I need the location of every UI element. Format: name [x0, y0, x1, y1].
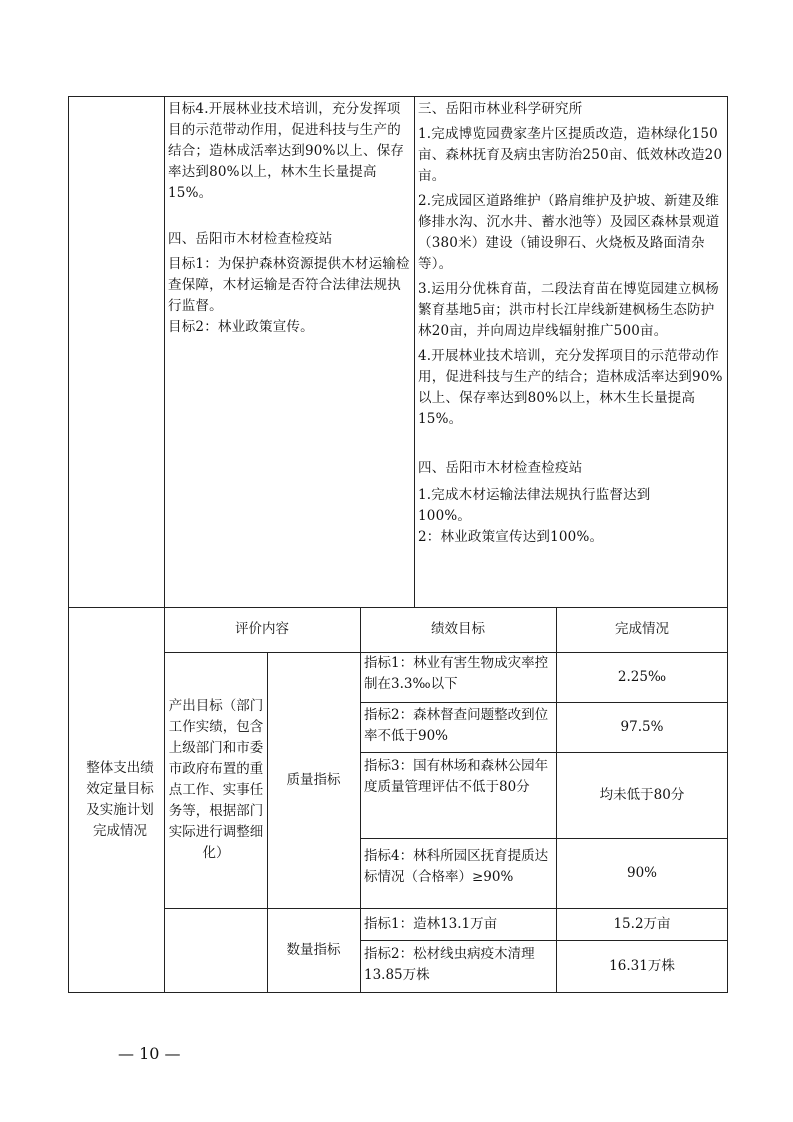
status-text: 15.2万亩	[613, 915, 671, 932]
right-item-1: 1.完成博览园费家垄片区提质改造，造林绿化150亩、森林抚育及病虫害防治250亩、低效林改造20亩。	[418, 126, 723, 184]
status-text: 2.25‰	[617, 668, 667, 685]
output-target-cell	[168, 652, 264, 908]
header-target	[360, 607, 556, 652]
right-spacer	[418, 430, 724, 454]
table-row-target	[364, 705, 552, 747]
left-goal-1: 目标1：为保护森林资源提供木材运输检查保障，木材运输是否符合法律法规执行监督。	[168, 256, 410, 314]
table-row-status	[556, 652, 728, 702]
lower-col-divider-1	[164, 607, 165, 993]
group-quantity-label: 数量指标	[286, 942, 341, 958]
header-status	[556, 607, 728, 652]
left-section-heading: 四、岳阳市木材检查检疫站	[168, 231, 333, 247]
upper-col-divider-1	[164, 96, 165, 607]
group-quality-label: 质量指标	[286, 771, 341, 788]
left-goal-2: 目标2：林业政策宣传。	[168, 319, 314, 335]
table-row-status	[556, 752, 728, 838]
status-text: 90%	[626, 864, 657, 881]
status-text: 均未低于80分	[599, 786, 685, 803]
row-title-text: 整体支出绩效定量目标及实施计划完成情况	[86, 760, 154, 839]
right-item-5: 1.完成木材运输法律法规执行监督达到100%。	[418, 487, 651, 524]
header-status-label: 完成情况	[615, 621, 669, 637]
table-row-target	[364, 756, 552, 798]
right-section-heading-4: 四、岳阳市木材检查检疫站	[418, 460, 583, 476]
status-text: 97.5%	[620, 718, 664, 735]
upper-left-cell	[168, 99, 410, 338]
right-item-4: 4.开展林业技术培训，充分发挥项目的示范带动作用，促进科技与生产的结合；造林成活率达到90%以上、保存率达到80%以上，林木生长量提高15%。	[418, 348, 723, 427]
header-content	[164, 607, 360, 652]
table-row-target	[364, 653, 552, 695]
right-section-heading-3: 三、岳阳市林业科学研究所	[418, 101, 583, 117]
right-item-3: 3.运用分优株育苗，二段法育苗在博览园建立枫杨繁育基地5亩；洪市村长江岸线新建枫杨生态防护林20亩，并向周边岸线辐射推广500亩。	[418, 281, 719, 339]
target-text: 指标4：林科所园区抚育提质达标情况（合格率）≥90%	[364, 848, 549, 885]
page-number: — 10 —	[118, 1044, 181, 1063]
table-row-status	[556, 838, 728, 908]
table-row-target	[364, 944, 552, 986]
output-target-text: 产出目标（部门工作实绩，包含上级部门和市委市政府布置的重点工作、实事任务等，根据部门实际进行调整细化）	[168, 698, 264, 861]
status-text: 16.31万株	[609, 958, 675, 974]
upper-col-divider-2	[414, 96, 415, 607]
table-row-status	[556, 702, 728, 752]
row-title	[80, 607, 160, 993]
left-spacer	[168, 204, 410, 225]
left-goal-4: 目标4.开展林业技术培训，充分发挥项目的示范带动作用，促进科技与生产的结合；造林成活率达到90%以上、保存率达到80%以上，林木生长量提高15%。	[168, 101, 405, 201]
group-quality	[267, 652, 360, 908]
group-quantity	[267, 908, 360, 993]
upper-right-cell	[418, 99, 724, 548]
target-col-left	[360, 652, 361, 993]
target-text: 指标2：松材线虫病疫木清理13.85万株	[364, 946, 535, 983]
target-text: 指标1：林业有害生物成灾率控制在3.3‰以下	[364, 655, 549, 692]
header-target-label: 绩效目标	[431, 621, 485, 637]
table-row-target	[364, 846, 552, 888]
right-item-2: 2.完成园区道路维护（路肩维护及护坡、新建及维修排水沟、沉水井、蓄水池等）及园区森林景观道（380米）建设（铺设卵石、火烧板及路面清杂等）。	[418, 193, 720, 272]
target-text: 指标2：森林督查问题整改到位率不低于90%	[364, 707, 549, 744]
right-item-6: 2：林业政策宣传达到100%。	[418, 529, 604, 545]
target-text: 指标1：造林13.1万亩	[364, 915, 498, 932]
output-target-bottom	[164, 908, 267, 909]
header-content-label: 评价内容	[235, 621, 289, 637]
table-row-status	[556, 940, 728, 993]
table-row-status	[556, 908, 728, 940]
target-text: 指标3：国有林场和森林公园年度质量管理评估不低于80分	[364, 758, 549, 795]
table-row-target	[364, 908, 552, 940]
